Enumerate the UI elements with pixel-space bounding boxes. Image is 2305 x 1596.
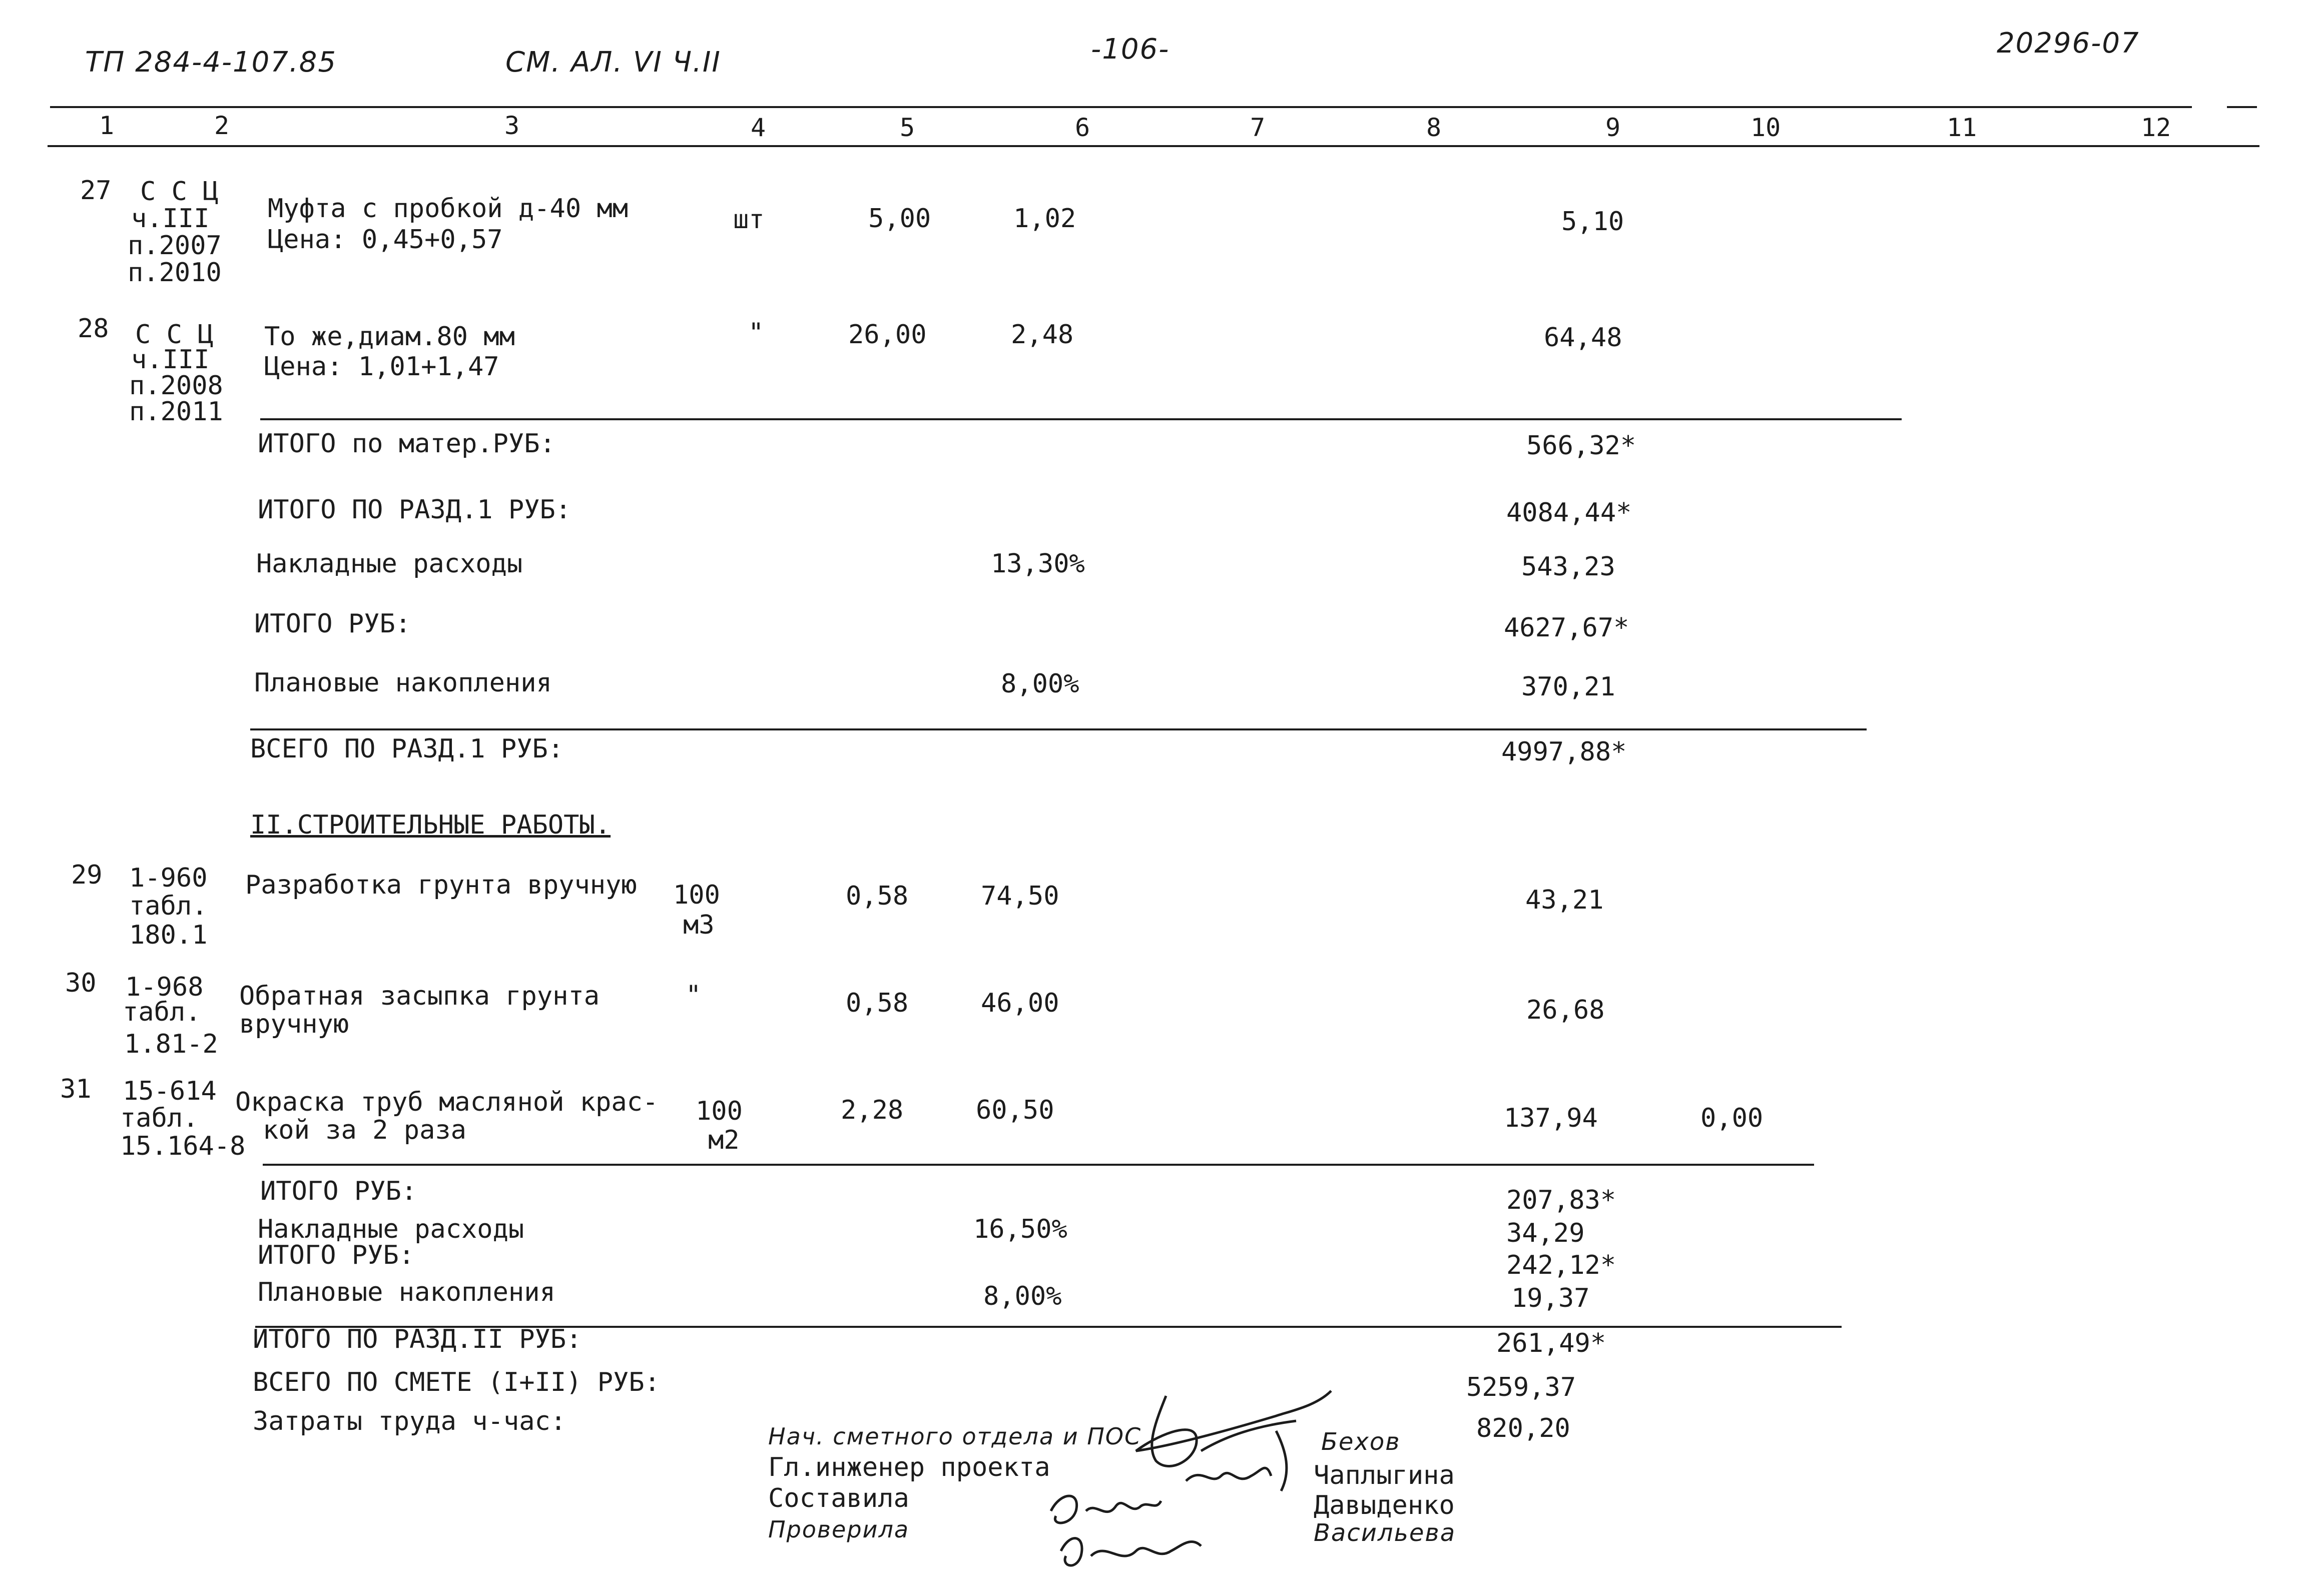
summary-value: 543,23 [1521, 552, 1615, 582]
summary-label: ВСЕГО ПО РАЗД.1 РУБ: [250, 734, 564, 764]
summary-value: 5259,37 [1466, 1372, 1576, 1402]
row-ref: ч.III [131, 345, 210, 375]
doc-number: 20296-07 [1997, 27, 2140, 60]
signature-role: Нач. сметного отдела и ПОС [768, 1423, 1142, 1450]
row-qty: 0,58 [846, 881, 909, 911]
summary-value: 566,32* [1526, 431, 1636, 461]
row-total: 137,94 [1504, 1103, 1598, 1133]
row-ref: С С Ц [140, 177, 219, 207]
summary-label: Затраты труда ч-час: [253, 1406, 566, 1436]
row-description: Цена: 0,45+0,57 [268, 225, 503, 255]
row-qty: 26,00 [848, 320, 927, 350]
row-unit: " [748, 318, 764, 348]
handwritten-signature-2 [1041, 1481, 1211, 1581]
row-total: 43,21 [1525, 885, 1604, 915]
summary-value: 34,29 [1506, 1218, 1585, 1248]
col-9: 9 [1605, 113, 1621, 142]
summary-label: ИТОГО по матер.РУБ: [258, 429, 555, 459]
row-price: 46,00 [981, 988, 1059, 1018]
row-price: 60,50 [976, 1095, 1054, 1125]
row-unit: м2 [708, 1125, 740, 1155]
summary-value: 207,83* [1506, 1185, 1616, 1215]
row-description: Разработка грунта вручную [245, 870, 637, 900]
header-rule-top-tail [2227, 106, 2257, 108]
summary-value: 261,49* [1496, 1328, 1606, 1358]
summary-label: ИТОГО РУБ: [258, 1240, 415, 1270]
row-price: 1,02 [1013, 204, 1076, 234]
section-title: II.СТРОИТЕЛЬНЫЕ РАБОТЫ. [250, 810, 611, 840]
row-number: 27 [80, 176, 112, 206]
signature-name: Васильева [1314, 1519, 1456, 1547]
summary-percent: 16,50% [973, 1214, 1067, 1244]
row-unit: м3 [683, 910, 715, 940]
signature-name: Бехов [1321, 1428, 1401, 1456]
summary-label: ИТОГО ПО РАЗД.II РУБ: [253, 1324, 582, 1354]
row-number: 31 [60, 1074, 92, 1104]
row-ref: п.2011 [129, 397, 223, 427]
summary-percent: 8,00% [983, 1281, 1062, 1311]
row-ref: табл. [120, 1103, 199, 1133]
col-3: 3 [504, 111, 520, 140]
row-ref: С С Ц [135, 320, 214, 350]
summary-label: Плановые накопления [254, 668, 552, 698]
col-2: 2 [214, 111, 230, 140]
col-1: 1 [99, 111, 115, 140]
section1-total-rule [250, 728, 1867, 730]
row-ref: 1-968 [125, 972, 204, 1002]
summary-percent: 13,30% [991, 549, 1085, 579]
row-ref: 15-614 [123, 1076, 217, 1106]
row-description: Цена: 1,01+1,47 [264, 352, 499, 382]
row-ref: п.2010 [128, 258, 222, 288]
row-description: кой за 2 раза [263, 1115, 466, 1145]
row-total: 5,10 [1561, 207, 1624, 237]
row-total: 26,68 [1526, 995, 1605, 1025]
col-7: 7 [1250, 113, 1266, 142]
signature-role: Проверила [768, 1516, 910, 1543]
row-total: 64,48 [1544, 323, 1622, 353]
header-rule-top [50, 106, 2192, 108]
row-ref: п.2008 [129, 371, 223, 401]
row-qty: 2,28 [841, 1095, 904, 1125]
col-12: 12 [2141, 113, 2171, 142]
row-description: Обратная засыпка грунта [239, 981, 600, 1011]
summary-value: 19,37 [1511, 1283, 1590, 1313]
col-10: 10 [1751, 113, 1781, 142]
col-4: 4 [751, 113, 766, 142]
row-ref: табл. [129, 891, 208, 921]
summary-label: Накладные расходы [258, 1214, 524, 1244]
row-number: 29 [71, 860, 103, 890]
row-ref: 1.81-2 [124, 1029, 218, 1059]
row-unit: 100 [696, 1096, 743, 1126]
summary-value: 4997,88* [1501, 737, 1627, 767]
row-unit: " [686, 980, 702, 1010]
row-description: Муфта с пробкой д-40 мм [268, 194, 629, 224]
doc-code: ТП 284-4-107.85 [85, 46, 337, 79]
row-unit: 100 [673, 880, 720, 910]
summary-label: ИТОГО РУБ: [260, 1176, 417, 1206]
summary-label: Накладные расходы [256, 549, 523, 579]
page-number: -106- [1091, 33, 1170, 66]
col-11: 11 [1947, 113, 1977, 142]
row-ref: 15.164-8 [120, 1131, 246, 1161]
row-extra: 0,00 [1700, 1103, 1764, 1133]
col-6: 6 [1075, 113, 1090, 142]
header-rule-bottom [48, 145, 2259, 147]
signature-name: Давыденко [1314, 1490, 1455, 1520]
row-qty: 5,00 [868, 204, 931, 234]
summary-value: 4084,44* [1506, 498, 1632, 528]
row-ref: 1-960 [129, 863, 208, 893]
summary-value: 820,20 [1476, 1413, 1570, 1443]
row-description: То же,диам.80 мм [264, 322, 515, 352]
row-description: вручную [239, 1009, 349, 1039]
row-unit: шт [733, 205, 765, 235]
row-description: Окраска труб масляной крас- [235, 1087, 659, 1117]
row-qty: 0,58 [846, 988, 909, 1018]
summary-percent: 8,00% [1001, 669, 1079, 699]
row-number: 28 [78, 314, 109, 344]
col-8: 8 [1426, 113, 1442, 142]
summary-value: 242,12* [1506, 1250, 1616, 1280]
row-ref: ч.III [131, 204, 210, 234]
row-separator [260, 418, 1902, 420]
row-separator [263, 1164, 1814, 1166]
row-ref: 180.1 [129, 920, 208, 950]
summary-value: 4627,67* [1504, 613, 1629, 643]
album-ref: СМ. АЛ. VI Ч.II [505, 46, 721, 79]
summary-label: Плановые накопления [258, 1277, 555, 1307]
row-price: 74,50 [981, 881, 1059, 911]
signature-role: Составила [768, 1483, 909, 1513]
signature-name: Чаплыгина [1314, 1460, 1455, 1490]
summary-value: 370,21 [1521, 672, 1615, 702]
row-number: 30 [65, 968, 97, 998]
summary-label: ВСЕГО ПО СМЕТЕ (I+II) РУБ: [253, 1367, 660, 1397]
signature-role: Гл.инженер проекта [768, 1452, 1050, 1482]
row-ref: п.2007 [128, 231, 222, 261]
summary-label: ИТОГО РУБ: [254, 609, 411, 639]
col-5: 5 [900, 113, 915, 142]
row-ref: табл. [123, 997, 201, 1027]
row-price: 2,48 [1011, 320, 1074, 350]
summary-label: ИТОГО ПО РАЗД.1 РУБ: [258, 495, 571, 525]
